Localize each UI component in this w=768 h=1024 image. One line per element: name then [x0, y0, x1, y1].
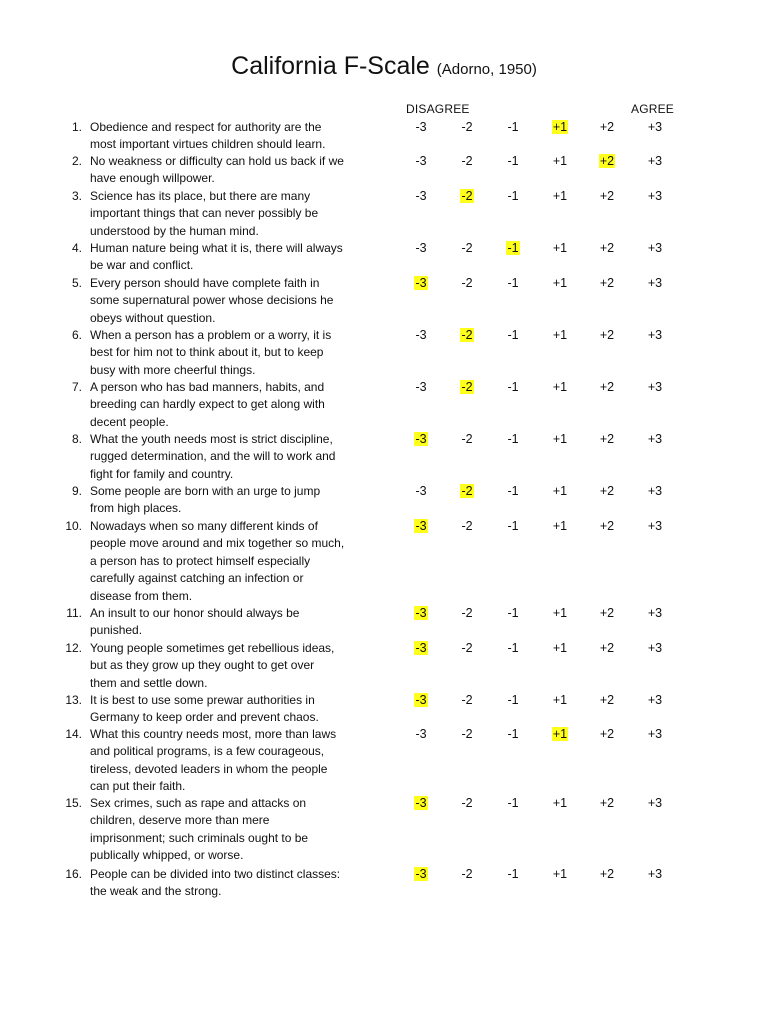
item-statement [90, 866, 375, 901]
scale-option-label: -2 [461, 606, 473, 620]
statement-line: children, deserve more than mere [90, 813, 270, 828]
statement-line: It is best to use some prewar authorities in [90, 693, 315, 707]
scale-option-label: +1 [552, 154, 568, 168]
scale-option-selected[interactable] [405, 641, 437, 656]
statement-line: breeding can hardly expect to get along with [90, 397, 325, 412]
statement-line: understood by the human mind. [90, 223, 259, 238]
item-number: 16. [65, 867, 82, 881]
title-citation: (Adorno, 1950) [436, 61, 537, 78]
scale-option-label: +3 [647, 120, 663, 134]
statement-line: from high places. [90, 501, 182, 516]
scale-option-selected[interactable] [451, 189, 483, 204]
scale-option-label: -1 [507, 432, 519, 446]
statement-line: People can be divided into two distinct classes: [90, 867, 341, 881]
scale-option[interactable] [591, 606, 623, 621]
scale-option-label: +2 [599, 727, 615, 741]
item-number: 13. [65, 693, 82, 707]
scale-option-label: -2 [461, 276, 473, 290]
scale-option-label: -3 [415, 641, 427, 655]
scale-option[interactable] [451, 641, 483, 656]
scale-option[interactable] [451, 154, 483, 169]
statement-line: tireless, devoted leaders in whom the people [90, 761, 328, 776]
scale-option-label: +1 [552, 276, 568, 290]
item-number: 2. [71, 154, 82, 168]
scale-option[interactable] [497, 641, 529, 656]
scale-option[interactable] [451, 606, 483, 621]
item-statement [90, 640, 375, 692]
scale-option[interactable] [497, 727, 529, 742]
scale-option-label: -2 [461, 432, 473, 446]
scale-option-label: -2 [461, 328, 473, 342]
scale-option[interactable] [544, 276, 576, 291]
scale-option-label: -3 [415, 276, 427, 290]
scale-option[interactable] [591, 519, 623, 534]
scale-option-label: +2 [599, 641, 615, 655]
statement-line: Nowadays when so many different kinds of [90, 519, 318, 533]
scale-option[interactable] [544, 328, 576, 343]
scale-option-label: -1 [507, 796, 519, 810]
statement-line: disease from them. [90, 588, 193, 603]
item-statement [90, 275, 375, 327]
statement-line: No weakness or difficulty can hold us back if we [90, 154, 344, 168]
scale-option-label: +2 [599, 484, 615, 498]
scale-option-label: +2 [599, 693, 615, 707]
scale-option[interactable] [639, 641, 671, 656]
scale-option-label: -1 [507, 241, 519, 255]
scale-option-label: +2 [599, 432, 615, 446]
scale-option[interactable] [591, 484, 623, 499]
scale-option[interactable] [497, 606, 529, 621]
statement-line: What this country needs most, more than laws [90, 727, 337, 741]
scale-option[interactable] [497, 484, 529, 499]
scale-option-label: -3 [415, 484, 427, 498]
scale-option[interactable] [497, 432, 529, 447]
scale-option-label: +2 [599, 867, 615, 881]
scale-option-selected[interactable] [405, 432, 437, 447]
scale-option-label: -1 [507, 727, 519, 741]
scale-option-label: -2 [461, 641, 473, 655]
scale-option-selected[interactable] [451, 380, 483, 395]
scale-option-selected[interactable] [405, 796, 437, 811]
scale-option-label: -3 [415, 241, 427, 255]
scale-option-label: -3 [415, 328, 427, 342]
scale-option-label: +3 [647, 727, 663, 741]
scale-option-label: +1 [552, 796, 568, 810]
scale-option-label: -1 [507, 867, 519, 881]
scale-option[interactable] [497, 796, 529, 811]
scale-option-label: -3 [415, 606, 427, 620]
statement-line: Science has its place, but there are many [90, 189, 311, 203]
scale-option[interactable] [544, 241, 576, 256]
item-number: 3. [71, 189, 82, 203]
scale-option[interactable] [544, 380, 576, 395]
statement-line: important things that can never possibly be [90, 206, 319, 221]
item-number: 9. [71, 484, 82, 498]
scale-option-label: +3 [647, 189, 663, 203]
item-statement [90, 327, 375, 379]
item-number: 4. [71, 241, 82, 255]
scale-option-label: -1 [507, 328, 519, 342]
scale-option-label: -3 [415, 693, 427, 707]
scale-option-label: +1 [552, 641, 568, 655]
scale-option[interactable] [497, 380, 529, 395]
item-statement [90, 726, 375, 796]
scale-option-selected[interactable] [451, 328, 483, 343]
statement-line: punished. [90, 623, 143, 638]
scale-option[interactable] [451, 276, 483, 291]
scale-option[interactable] [497, 519, 529, 534]
item-statement [90, 605, 375, 640]
statement-line: publically whipped, or worse. [90, 848, 244, 863]
scale-option-label: +2 [599, 241, 615, 255]
item-number: 15. [65, 796, 82, 810]
scale-option-label: -3 [415, 432, 427, 446]
scale-option-label: +3 [647, 432, 663, 446]
scale-option[interactable] [544, 189, 576, 204]
scale-option-label: -1 [507, 276, 519, 290]
item-statement [90, 483, 375, 518]
scale-option-label: -1 [507, 120, 519, 134]
scale-option-label: +3 [647, 241, 663, 255]
scale-option[interactable] [451, 796, 483, 811]
scale-option-label: -3 [415, 519, 427, 533]
scale-option[interactable] [591, 796, 623, 811]
scale-option[interactable] [591, 276, 623, 291]
scale-option-label: -2 [461, 189, 473, 203]
scale-option[interactable] [451, 867, 483, 882]
scale-option-label: -3 [415, 727, 427, 741]
scale-option[interactable] [451, 727, 483, 742]
statement-line: A person who has bad manners, habits, and [90, 380, 325, 394]
scale-option[interactable] [405, 484, 437, 499]
scale-option[interactable] [405, 189, 437, 204]
scale-option-label: -2 [461, 120, 473, 134]
statement-line: Obedience and respect for authority are the [90, 120, 322, 134]
statement-line: them and settle down. [90, 675, 208, 690]
scale-option[interactable] [405, 120, 437, 135]
statement-line: most important virtues children should learn. [90, 137, 326, 152]
statement-line: What the youth needs most is strict discipline, [90, 432, 333, 446]
statement-line: rugged determination, and the will to work and [90, 449, 336, 464]
scale-option-label: -1 [507, 519, 519, 533]
scale-option[interactable] [639, 432, 671, 447]
scale-option[interactable] [591, 432, 623, 447]
scale-option[interactable] [544, 693, 576, 708]
statement-line: Some people are born with an urge to jump [90, 484, 321, 498]
statement-line: Every person should have complete faith in [90, 276, 320, 290]
scale-option[interactable] [497, 189, 529, 204]
scale-option-label: -2 [461, 380, 473, 394]
scale-option[interactable] [405, 727, 437, 742]
scale-option[interactable] [639, 328, 671, 343]
scale-option-label: +1 [552, 380, 568, 394]
statement-line: Germany to keep order and prevent chaos. [90, 710, 319, 725]
scale-option[interactable] [591, 693, 623, 708]
scale-option-label: -2 [461, 693, 473, 707]
statement-line: Sex crimes, such as rape and attacks on [90, 796, 307, 810]
scale-option-label: +2 [599, 154, 615, 168]
scale-option-label: -3 [415, 867, 427, 881]
scale-header-agree: AGREE [631, 102, 675, 116]
title-text: California F-Scale [231, 52, 430, 80]
scale-option[interactable] [639, 484, 671, 499]
scale-option[interactable] [497, 120, 529, 135]
scale-option[interactable] [591, 189, 623, 204]
scale-option-selected[interactable] [405, 693, 437, 708]
scale-option[interactable] [451, 120, 483, 135]
scale-option-label: -2 [461, 727, 473, 741]
item-number: 11. [66, 606, 82, 620]
scale-option[interactable] [497, 867, 529, 882]
item-statement [90, 119, 375, 154]
scale-option-label: -2 [461, 484, 473, 498]
scale-option-label: +3 [647, 867, 663, 881]
statement-line: busy with more cheerful things. [90, 362, 256, 377]
scale-option-label: -2 [461, 519, 473, 533]
item-number: 5. [71, 276, 82, 290]
statement-line: imprisonment; such criminals ought to be [90, 830, 309, 845]
scale-option-label: +3 [647, 328, 663, 342]
scale-option[interactable] [639, 867, 671, 882]
scale-option-label: +1 [552, 189, 568, 203]
statement-line: be war and conflict. [90, 258, 194, 273]
scale-option-label: -1 [507, 484, 519, 498]
scale-option[interactable] [405, 380, 437, 395]
scale-option[interactable] [591, 380, 623, 395]
scale-option-label: +2 [599, 380, 615, 394]
scale-option[interactable] [591, 120, 623, 135]
scale-option-label: -2 [461, 154, 473, 168]
scale-option-label: -3 [415, 154, 427, 168]
statement-line: An insult to our honor should always be [90, 606, 300, 620]
statement-line: best for him not to think about it, but to keep [90, 345, 324, 360]
scale-option[interactable] [405, 241, 437, 256]
scale-option-label: +1 [552, 867, 568, 881]
scale-option-selected[interactable] [405, 276, 437, 291]
scale-option-label: +1 [552, 693, 568, 707]
scale-option-label: +3 [647, 641, 663, 655]
scale-option-label: +2 [599, 796, 615, 810]
scale-option[interactable] [639, 380, 671, 395]
scale-option[interactable] [451, 693, 483, 708]
scale-option[interactable] [639, 154, 671, 169]
scale-option[interactable] [497, 693, 529, 708]
statement-line: Young people sometimes get rebellious ideas, [90, 641, 335, 655]
scale-option-label: -1 [507, 154, 519, 168]
statement-line: and political programs, is a few courageous, [90, 744, 325, 759]
scale-option-label: +3 [647, 606, 663, 620]
scale-option-label: -1 [507, 606, 519, 620]
statement-line: carefully against catching an infection or [90, 571, 304, 586]
scale-option[interactable] [639, 189, 671, 204]
item-number: 7. [71, 380, 82, 394]
scale-option[interactable] [544, 154, 576, 169]
scale-option-label: -2 [461, 867, 473, 881]
scale-option-selected[interactable] [405, 519, 437, 534]
scale-option-selected[interactable] [405, 867, 437, 882]
scale-option-label: +3 [647, 796, 663, 810]
scale-option-label: +2 [599, 606, 615, 620]
item-statement [90, 795, 375, 865]
scale-option-selected[interactable] [591, 154, 623, 169]
scale-option[interactable] [639, 120, 671, 135]
statement-line: some supernatural power whose decisions he [90, 293, 334, 308]
statement-line: When a person has a problem or a worry, it is [90, 328, 332, 342]
item-statement [90, 431, 375, 483]
item-number: 6. [71, 328, 82, 342]
statement-line: fight for family and country. [90, 466, 234, 481]
scale-option[interactable] [639, 727, 671, 742]
scale-option-selected[interactable] [497, 241, 529, 256]
scale-option-label: -1 [507, 189, 519, 203]
scale-option-label: +1 [552, 484, 568, 498]
item-statement [90, 379, 375, 431]
item-statement [90, 692, 375, 727]
scale-option-selected[interactable] [405, 606, 437, 621]
scale-option-label: +3 [647, 519, 663, 533]
statement-line: Human nature being what it is, there will always [90, 241, 343, 255]
scale-option-label: -3 [415, 796, 427, 810]
scale-option-label: +2 [599, 189, 615, 203]
scale-option-label: +3 [647, 154, 663, 168]
scale-option[interactable] [544, 796, 576, 811]
scale-option[interactable] [451, 519, 483, 534]
scale-option[interactable] [639, 276, 671, 291]
item-statement [90, 153, 375, 188]
scale-option[interactable] [544, 606, 576, 621]
scale-option[interactable] [591, 241, 623, 256]
scale-option[interactable] [497, 276, 529, 291]
scale-option[interactable] [544, 641, 576, 656]
statement-line: a person has to protect himself especially [90, 553, 311, 568]
scale-option[interactable] [591, 641, 623, 656]
scale-option[interactable] [591, 727, 623, 742]
scale-option[interactable] [639, 693, 671, 708]
scale-option-selected[interactable] [544, 120, 576, 135]
item-number: 14. [65, 727, 82, 741]
scale-option[interactable] [591, 867, 623, 882]
scale-option-label: -1 [507, 641, 519, 655]
scale-option-label: +1 [552, 328, 568, 342]
scale-option-label: +2 [599, 120, 615, 134]
scale-option-label: -3 [415, 120, 427, 134]
scale-option-label: -2 [461, 241, 473, 255]
scale-option-selected[interactable] [451, 484, 483, 499]
item-number: 1. [71, 120, 82, 134]
scale-option-label: +2 [599, 519, 615, 533]
statement-line: but as they grow up they ought to get over [90, 658, 315, 673]
scale-option-label: +1 [552, 432, 568, 446]
scale-option-label: -3 [415, 380, 427, 394]
scale-option-label: +1 [552, 519, 568, 533]
scale-option-label: +3 [647, 380, 663, 394]
scale-option[interactable] [405, 328, 437, 343]
item-statement [90, 518, 375, 605]
scale-option-label: -1 [507, 380, 519, 394]
scale-option[interactable] [544, 484, 576, 499]
scale-option-label: -1 [507, 693, 519, 707]
item-statement [90, 188, 375, 240]
scale-option-selected[interactable] [544, 727, 576, 742]
scale-option-label: -2 [461, 796, 473, 810]
scale-option[interactable] [639, 606, 671, 621]
scale-option[interactable] [451, 241, 483, 256]
scale-option[interactable] [544, 432, 576, 447]
scale-option-label: +3 [647, 484, 663, 498]
statement-line: people move around and mix together so much, [90, 536, 345, 551]
scale-option[interactable] [544, 867, 576, 882]
statement-line: can put their faith. [90, 779, 186, 794]
scale-option[interactable] [451, 432, 483, 447]
scale-option[interactable] [497, 328, 529, 343]
scale-option-label: +1 [552, 241, 568, 255]
statement-line: obeys without question. [90, 310, 216, 325]
item-number: 8. [71, 432, 82, 446]
scale-option[interactable] [591, 328, 623, 343]
scale-option-label: +3 [647, 693, 663, 707]
scale-option[interactable] [639, 241, 671, 256]
statement-line: the weak and the strong. [90, 884, 222, 899]
scale-option-label: +1 [552, 606, 568, 620]
statement-line: have enough willpower. [90, 171, 215, 186]
scale-option-label: +1 [552, 727, 568, 741]
scale-option-label: +2 [599, 328, 615, 342]
scale-option-label: +1 [552, 120, 568, 134]
scale-option-label: +3 [647, 276, 663, 290]
scale-header-disagree: DISAGREE [406, 102, 470, 116]
scale-option[interactable] [497, 154, 529, 169]
item-number: 12. [65, 641, 82, 655]
statement-line: decent people. [90, 414, 169, 429]
scale-option-label: +2 [599, 276, 615, 290]
scale-option[interactable] [639, 519, 671, 534]
scale-option[interactable] [405, 154, 437, 169]
scale-option[interactable] [544, 519, 576, 534]
item-number: 10. [65, 519, 82, 533]
item-statement [90, 240, 375, 275]
scale-option-label: -3 [415, 189, 427, 203]
scale-option[interactable] [639, 796, 671, 811]
